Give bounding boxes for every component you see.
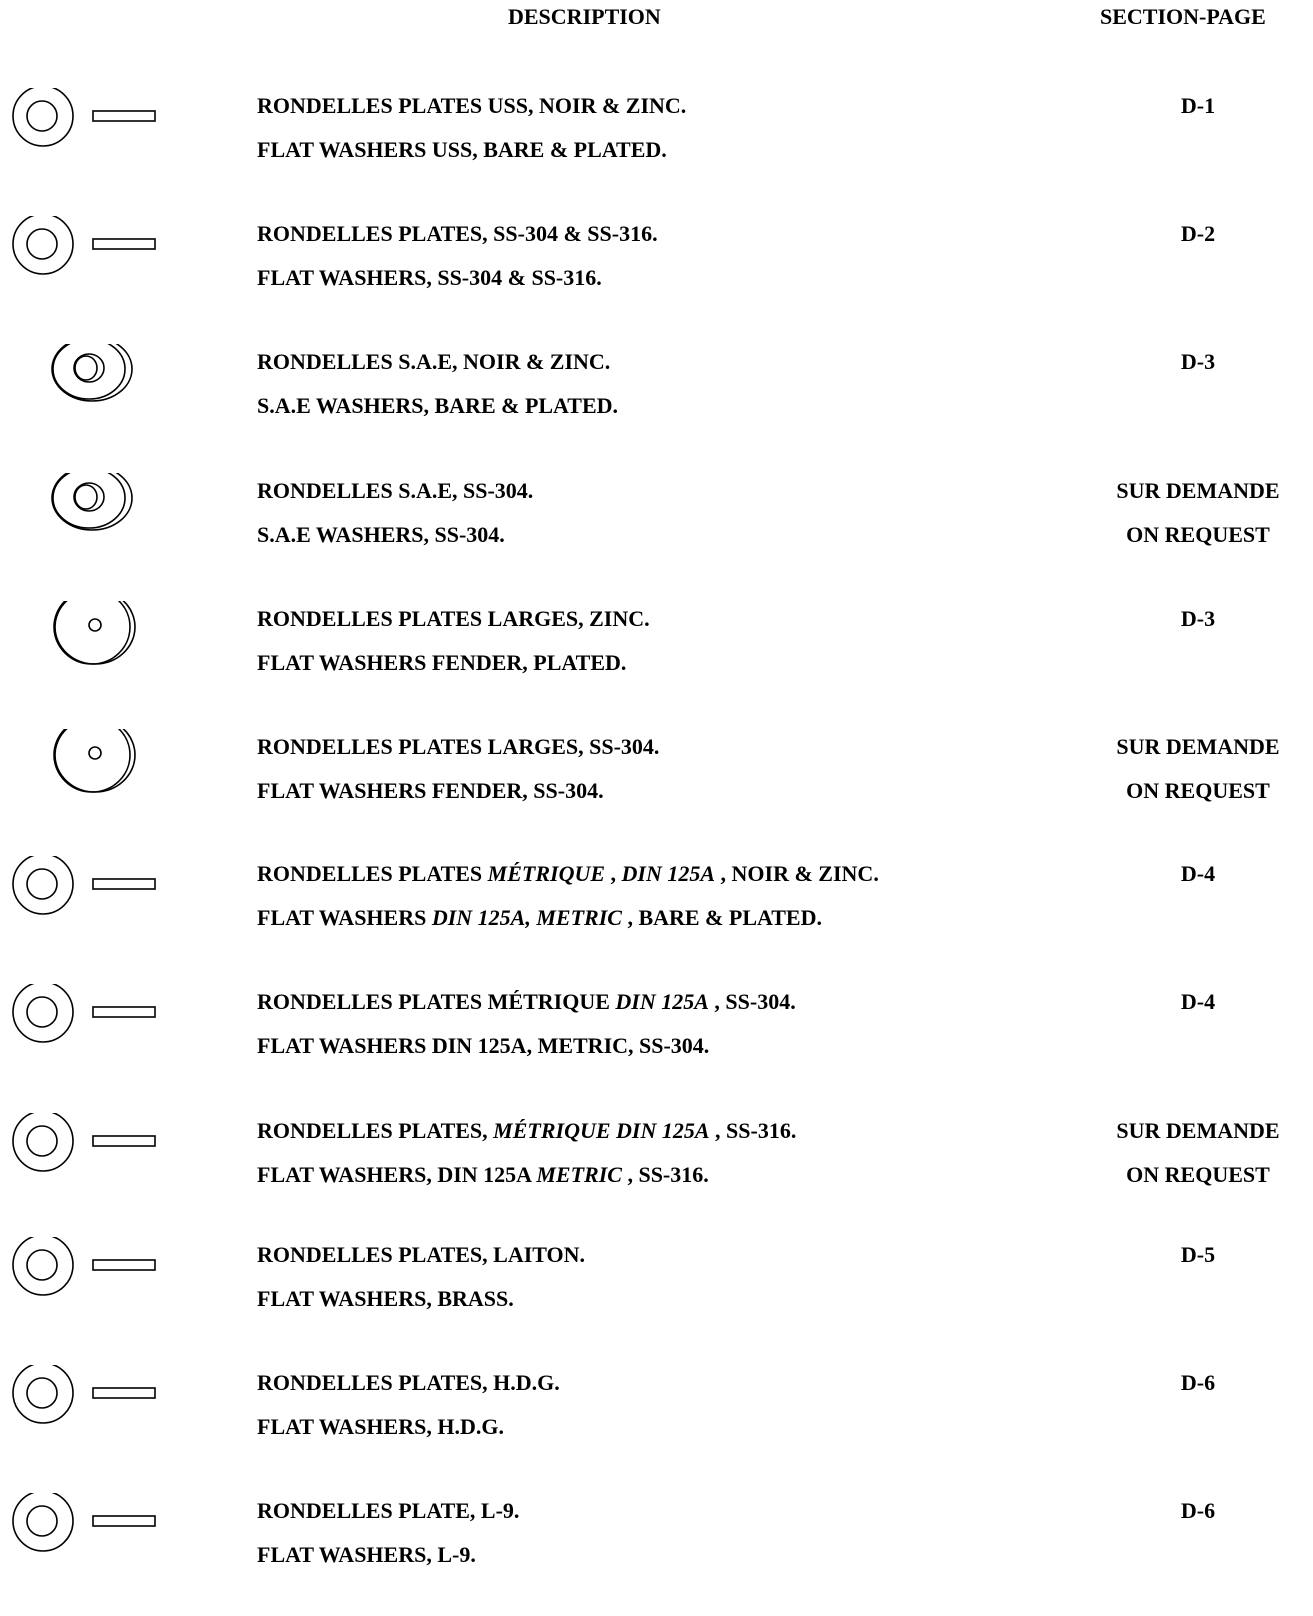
text-segment: FLAT WASHERS [257,905,432,930]
section-page-reference: SUR DEMANDE [1116,1118,1280,1143]
washer-row [0,856,1313,966]
washer-row [0,216,1313,326]
text-segment: , SS-304. [708,989,796,1014]
flat-washer-icon [0,1113,170,1218]
text-segment: RONDELLES PLATES, H.D.G. [257,1370,560,1395]
flat-washer-icon [0,88,170,193]
italic-segment: DIN 125A, METRIC [431,905,622,930]
section-page-reference: D-3 [1180,606,1216,631]
text-segment: RONDELLES PLATES MÉTRIQUE [257,989,616,1014]
french-description [257,1242,585,1268]
text-segment: FLAT WASHERS, BRASS. [257,1286,514,1311]
english-description [257,778,604,804]
english-description [257,522,505,548]
section-page-reference: D-6 [1180,1498,1216,1523]
text-segment: FLAT WASHERS FENDER, PLATED. [257,650,627,675]
text-segment: FLAT WASHERS FENDER, SS-304. [257,778,604,803]
english-description [257,1414,504,1440]
french-description [257,1118,796,1144]
section-page-reference-english: ON REQUEST [1126,522,1270,547]
fender-washer-icon [0,601,170,706]
section-page-reference: D-1 [1180,93,1216,118]
french-description [257,989,796,1015]
italic-segment: METRIC [536,1162,622,1187]
washer-row [0,1237,1313,1347]
english-description [257,1542,476,1568]
french-description [257,221,658,247]
french-description [257,606,650,632]
text-segment: FLAT WASHERS, SS-304 & SS-316. [257,265,602,290]
english-description [257,1033,709,1059]
text-segment: , NOIR & ZINC. [715,861,879,886]
text-segment: RONDELLES PLATES USS, NOIR & ZINC. [257,93,687,118]
text-segment: S.A.E WASHERS, BARE & PLATED. [257,393,619,418]
english-description [257,905,822,931]
text-segment: RONDELLES S.A.E, SS-304. [257,478,534,503]
sae-washer-icon [0,473,170,578]
text-segment: RONDELLES S.A.E, NOIR & ZINC. [257,349,611,374]
washer-row [0,601,1313,711]
section-page-reference: D-3 [1180,349,1216,374]
flat-washer-icon [0,856,170,961]
washer-row [0,984,1313,1094]
text-segment: RONDELLES PLATES, [257,1118,494,1143]
description-header: DESCRIPTION [508,4,661,29]
text-segment: , SS-316. [709,1118,797,1143]
text-segment: FLAT WASHERS, DIN 125A [257,1162,537,1187]
english-description [257,1286,514,1312]
flat-washer-icon [0,984,170,1089]
section-page-header: SECTION-PAGE [1100,4,1266,29]
washer-row [0,729,1313,839]
english-description [257,393,618,419]
english-description [257,1162,709,1188]
washer-row [0,88,1313,198]
text-segment: FLAT WASHERS, L-9. [257,1542,476,1567]
text-segment: RONDELLES PLATES, SS-304 & SS-316. [257,221,658,246]
english-description [257,265,602,291]
flat-washer-icon [0,1365,170,1470]
text-segment: RONDELLES PLATE, L-9. [257,1498,520,1523]
french-description [257,478,533,504]
section-page-reference: D-6 [1180,1370,1216,1395]
text-segment: FLAT WASHERS USS, BARE & PLATED. [257,137,667,162]
section-page-reference: D-4 [1180,861,1216,886]
flat-washer-icon [0,216,170,321]
section-page-reference: D-4 [1180,989,1216,1014]
section-page-reference: SUR DEMANDE [1116,478,1280,503]
sae-washer-icon [0,344,170,449]
flat-washer-icon [0,1237,170,1342]
english-description [257,137,667,163]
italic-segment: DIN 125A [615,989,709,1014]
text-segment: FLAT WASHERS DIN 125A, METRIC, SS-304. [257,1033,710,1058]
text-segment: , [605,861,622,886]
italic-segment: MÉTRIQUE DIN 125A [493,1118,710,1143]
washer-row [0,1113,1313,1223]
text-segment: RONDELLES PLATES LARGES, ZINC. [257,606,650,631]
french-description [257,1498,519,1524]
text-segment: RONDELLES PLATES LARGES, SS-304. [257,734,660,759]
text-segment: , SS-316. [621,1162,709,1187]
section-page-reference: D-2 [1180,221,1216,246]
french-description [257,1370,560,1396]
fender-washer-icon [0,729,170,834]
section-page-reference-english: ON REQUEST [1126,778,1270,803]
washer-row [0,1493,1313,1603]
italic-segment: DIN 125A [621,861,716,886]
section-page-reference: SUR DEMANDE [1116,734,1280,759]
text-segment: , BARE & PLATED. [621,905,822,930]
english-description [257,650,626,676]
french-description [257,93,686,119]
french-description [257,349,610,375]
washer-row [0,344,1313,454]
text-segment: FLAT WASHERS, H.D.G. [257,1414,504,1439]
french-description [257,734,659,760]
section-page-reference-english: ON REQUEST [1126,1162,1270,1187]
french-description [257,861,879,887]
italic-segment: MÉTRIQUE [487,861,606,886]
section-page-reference: D-5 [1180,1242,1216,1267]
text-segment: RONDELLES PLATES, LAITON. [257,1242,586,1267]
washer-row [0,1365,1313,1475]
washer-row [0,473,1313,583]
flat-washer-icon [0,1493,170,1598]
text-segment: S.A.E WASHERS, SS-304. [257,522,505,547]
text-segment: RONDELLES PLATES [257,861,488,886]
